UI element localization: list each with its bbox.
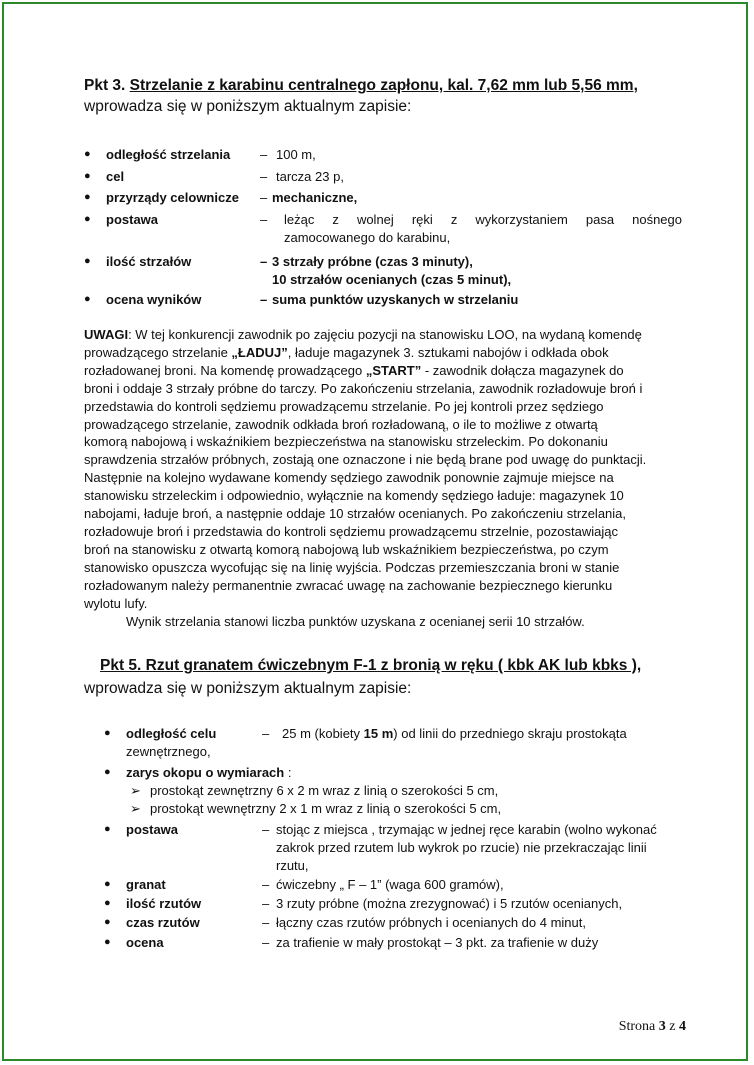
list-item-label: granat [126, 877, 166, 892]
list-item-dash: – [260, 254, 268, 269]
section3-title: Strzelanie z karabinu centralnego zapłonu, kal. 7,62 mm lub 5,56 mm, [129, 77, 638, 94]
list-item-value: 3 strzały próbne (czas 3 minuty), [272, 254, 473, 269]
section3-number: Pkt 3. [84, 77, 130, 94]
list-item-value: tarcza 23 p, [276, 169, 344, 184]
list-item-value: za trafienie w mały prostokąt – 3 pkt. za trafienie w duży [276, 935, 599, 950]
command-start: „START” [365, 362, 422, 378]
list-item-dash: – [260, 147, 268, 162]
list-item-dash: – [262, 726, 270, 741]
remarks-line: broni i oddaje 3 strzały próbne do tarczy. Po zakończeniu strzelania, zawodnik rozładowuje broń i [84, 380, 643, 396]
list-item-value: stojąc z miejsca , trzymając w jednej ręce karabin (wolno wykonać [276, 822, 657, 837]
bullet: ● [104, 936, 111, 948]
remarks-line: przedstawia do kontroli sędziemu prowadzącemu strzelanie. Po jej kontroli przez sędziego [84, 398, 604, 414]
bullet: ● [84, 293, 91, 305]
remarks-label: UWAGI [84, 327, 129, 342]
remarks-line: wylotu lufy. [84, 595, 148, 611]
list-item-label: przyrządy celownicze [106, 190, 239, 205]
list-item-dash: – [260, 212, 268, 227]
list-item-value-continued: zakrok przed rzutem lub wykrok po rzucie) nie przekraczając linii [276, 840, 647, 855]
remarks-line: rozładowanej broni. Na komendę prowadzącego „START” - zawodnik dołącza magazynek do [84, 362, 624, 378]
remarks-line: UWAGI: W tej konkurencji zawodnik po zajęciu pozycji na stanowisku LOO, na wydaną komendę [84, 327, 642, 342]
section5-title: Pkt 5. Rzut granatem ćwiczebnym F-1 z bronią w ręku ( kbk AK lub kbks ), [100, 657, 642, 674]
list-item-value-continued: zamocowanego do karabinu, [284, 230, 451, 245]
list-item-label: odległość strzelania [106, 147, 231, 162]
list-item-label: cel [106, 169, 125, 184]
section3-heading [84, 77, 638, 95]
list-item-label: postawa [126, 822, 179, 837]
list-item-value-continued: zewnętrznego, [126, 744, 211, 759]
list-item-dash: – [260, 169, 268, 184]
list-item-label: odległość celu [126, 726, 217, 741]
sub-list-item: prostokąt zewnętrzny 6 x 2 m wraz z linią o szerokości 5 cm, [150, 783, 499, 798]
list-item-label: czas rzutów [126, 915, 200, 930]
bullet: ● [84, 191, 91, 203]
bullet: ● [84, 148, 91, 160]
page-number: Strona 3 z 4 [618, 1019, 686, 1034]
list-item-value: 100 m, [276, 147, 316, 162]
list-item-dash: – [262, 935, 270, 950]
section5-subtitle: wprowadza się w poniższym aktualnym zapisie: [84, 680, 412, 697]
bullet: ● [104, 766, 111, 778]
list-item-label: ilość strzałów [106, 254, 192, 269]
bullet: ● [104, 878, 111, 890]
result-line: Wynik strzelania stanowi liczba punktów uzyskana z ocenianej serii 10 strzałów. [126, 613, 585, 629]
bullet: ● [104, 727, 111, 739]
arrow-bullet-icon: ➢ [130, 783, 141, 798]
list-item-label: ilość rzutów [126, 896, 202, 911]
list-item-dash: – [260, 190, 268, 205]
command-load: „ŁADUJ” [231, 344, 288, 360]
sub-list-item: prostokąt wewnętrzny 2 x 1 m wraz z linią o szerokości 5 cm, [150, 801, 502, 816]
remarks-paragraph [84, 326, 684, 630]
list-item-label: zarys okopu o wymiarach : [126, 765, 292, 780]
bullet: ● [84, 213, 91, 225]
list-item-dash: – [262, 822, 270, 837]
list-item-dash: – [260, 292, 268, 307]
list-item-dash: – [262, 896, 270, 911]
section3-subtitle: wprowadza się w poniższym aktualnym zapisie: [84, 98, 412, 115]
list-item-value-continued: rzutu, [276, 858, 309, 873]
list-item-value-continued: 10 strzałów ocenianych (czas 5 minut), [272, 272, 512, 287]
list-item-value: 25 m (kobiety 15 m) od linii do przedniego skraju prostokąta [282, 726, 627, 741]
list-item-value: łączny czas rzutów próbnych i ocenianych do 4 minut, [276, 915, 586, 930]
list-item-dash: – [262, 915, 270, 930]
list-item-value: 3 rzuty próbne (można zrezygnować) i 5 rzutów ocenianych, [276, 896, 623, 911]
list-item-value: suma punktów uzyskanych w strzelaniu [272, 292, 519, 307]
list-item-label: postawa [106, 212, 159, 227]
bullet: ● [104, 916, 111, 928]
list-item-dash: – [262, 877, 270, 892]
remarks-line: rozładowuje broń i przedstawia do kontroli sędziemu prowadzącemu strzelnie, pozostawiając [84, 523, 618, 539]
remarks-line: broń na stanowisku z otwartą komorą nabojową lub wskaźnikiem bezpieczeństwa, po czym [84, 541, 609, 557]
remarks-line: stanowisko opuszcza wycofując się na linię wyjścia. Podczas przemieszczania broni w stanie [84, 559, 620, 575]
bullet: ● [84, 255, 91, 267]
remarks-line: komorą nabojową i wskaźnikiem bezpieczeństwa na stanowisku strzeleckim. Po dokonaniu [84, 434, 608, 450]
list-item-label: ocena wyników [106, 292, 202, 307]
list-item-value: ćwiczebny „ F – 1” (waga 600 gramów), [276, 877, 504, 892]
bullet: ● [104, 823, 111, 835]
remarks-line: nabojami, ładuje broń, a następnie oddaje 10 strzałów ocenianych. Po zakończeniu strzelania, [84, 506, 627, 522]
list-item-label: ocena [126, 935, 164, 950]
bullet: ● [104, 897, 111, 909]
remarks-line: sprawdzenia strzałów próbnych, zostają one oznaczone i nie będą brane pod uwagę do punktacji. [84, 452, 647, 468]
remarks-line: Następnie na kolejno wydawane komendy sędziego zawodnik ponownie zajmuje miejsce na [84, 470, 614, 486]
list-item-value: mechaniczne, [272, 190, 358, 205]
remarks-line: prowadzącego strzelanie „ŁADUJ”, ładuje magazynek 3. sztukami nabojów i odkłada obok [84, 344, 609, 360]
list-item-value: leżąc z wolnej ręki z wykorzystaniem pasa nośnego [284, 212, 682, 227]
bullet: ● [84, 170, 91, 182]
arrow-bullet-icon: ➢ [130, 801, 141, 816]
remarks-line: rozładowanym należy permanentnie zwracać uwagę na zachowanie bezpiecznego kierunku [84, 577, 613, 593]
remarks-line: prowadzącego strzelanie, zawodnik odkłada broń rozładowaną, o ile to możliwe z otwartą [84, 416, 598, 432]
remarks-line: stanowisku strzeleckim i odpowiednio, wyłącznie na komendy sędziego ładuje: magazynek 10 [84, 488, 624, 504]
